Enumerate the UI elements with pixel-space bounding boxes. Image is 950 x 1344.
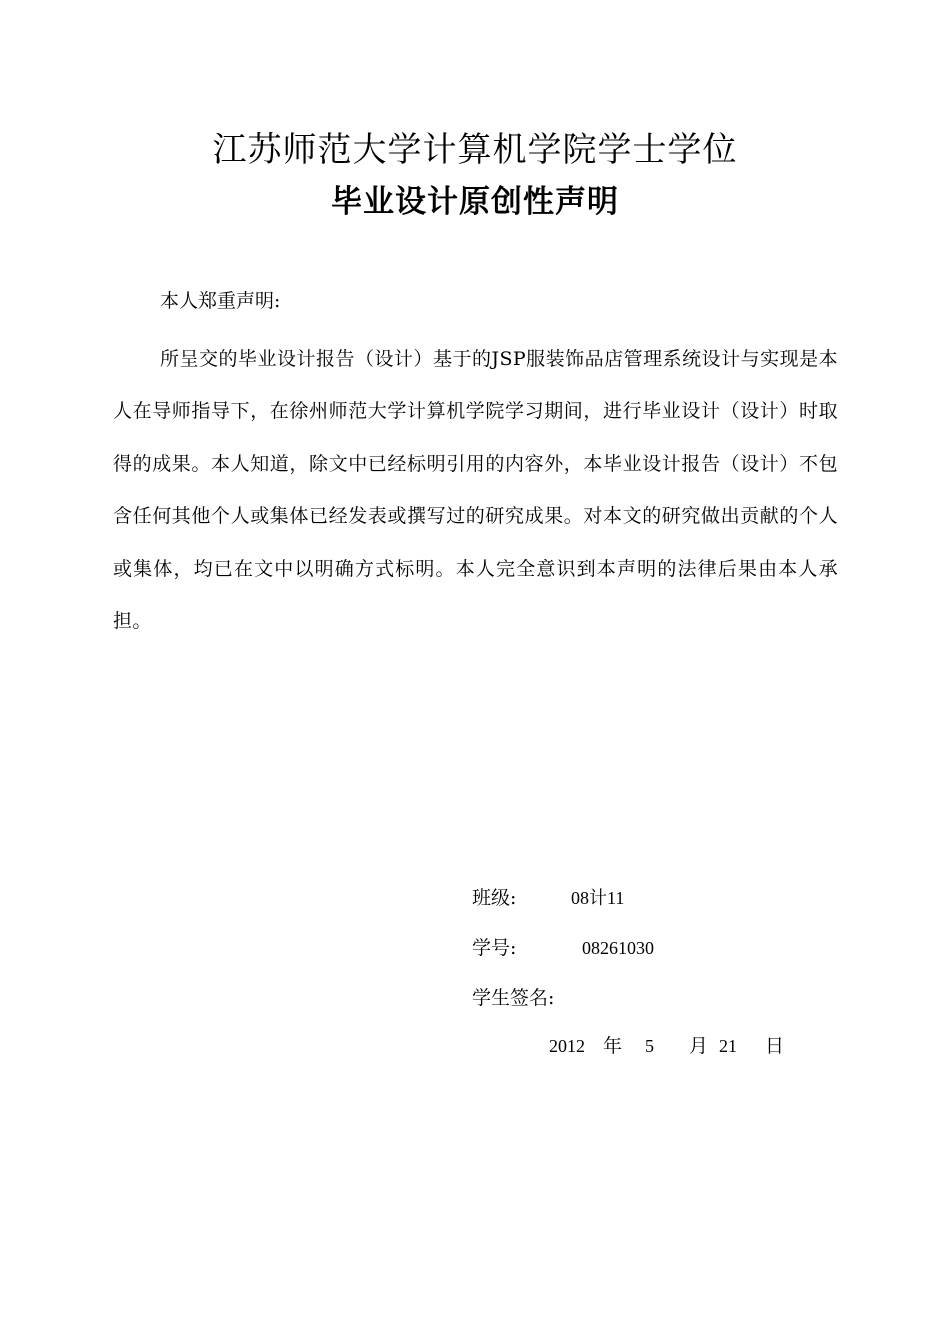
date-month-label: 月 xyxy=(689,1035,709,1057)
date-line xyxy=(549,1031,784,1061)
class-row xyxy=(472,883,625,913)
date-day-label: 日 xyxy=(765,1035,785,1057)
date-year-label: 年 xyxy=(603,1035,623,1057)
declaration-lead: 本人郑重声明: xyxy=(160,290,281,312)
student-id-row xyxy=(472,933,654,963)
student-id-label: 学号: xyxy=(472,937,517,959)
student-id-value: 08261030 xyxy=(582,938,654,958)
date-day: 21 xyxy=(719,1036,737,1056)
signature-row xyxy=(472,983,554,1013)
declaration-body: 所呈交的毕业设计报告（设计）基于的JSP服装饰品店管理系统设计与实现是本人在导师指导下，在徐州师范大学计算机学院学习期间，进行毕业设计（设计）时取得的成果。本人知道，除文中已经标明引用的内容外，本毕业设计报告（设计）不包含任何其他个人或集体已经发表或撰写过的研究成果。对本文的研究做出贡献的个人或集体，均已在文中以明确方式标明。本人完全意识到本声明的法律后果由本人承担。 xyxy=(113,348,838,633)
class-label: 班级: xyxy=(472,887,517,909)
date-month: 5 xyxy=(645,1036,654,1056)
date-year: 2012 xyxy=(549,1036,585,1056)
document-subtitle: 毕业设计原创性声明 xyxy=(331,184,619,220)
signature-label: 学生签名: xyxy=(472,987,555,1009)
document-title: 江苏师范大学计算机学院学士学位 xyxy=(212,130,738,170)
class-value: 08计11 xyxy=(571,888,625,908)
